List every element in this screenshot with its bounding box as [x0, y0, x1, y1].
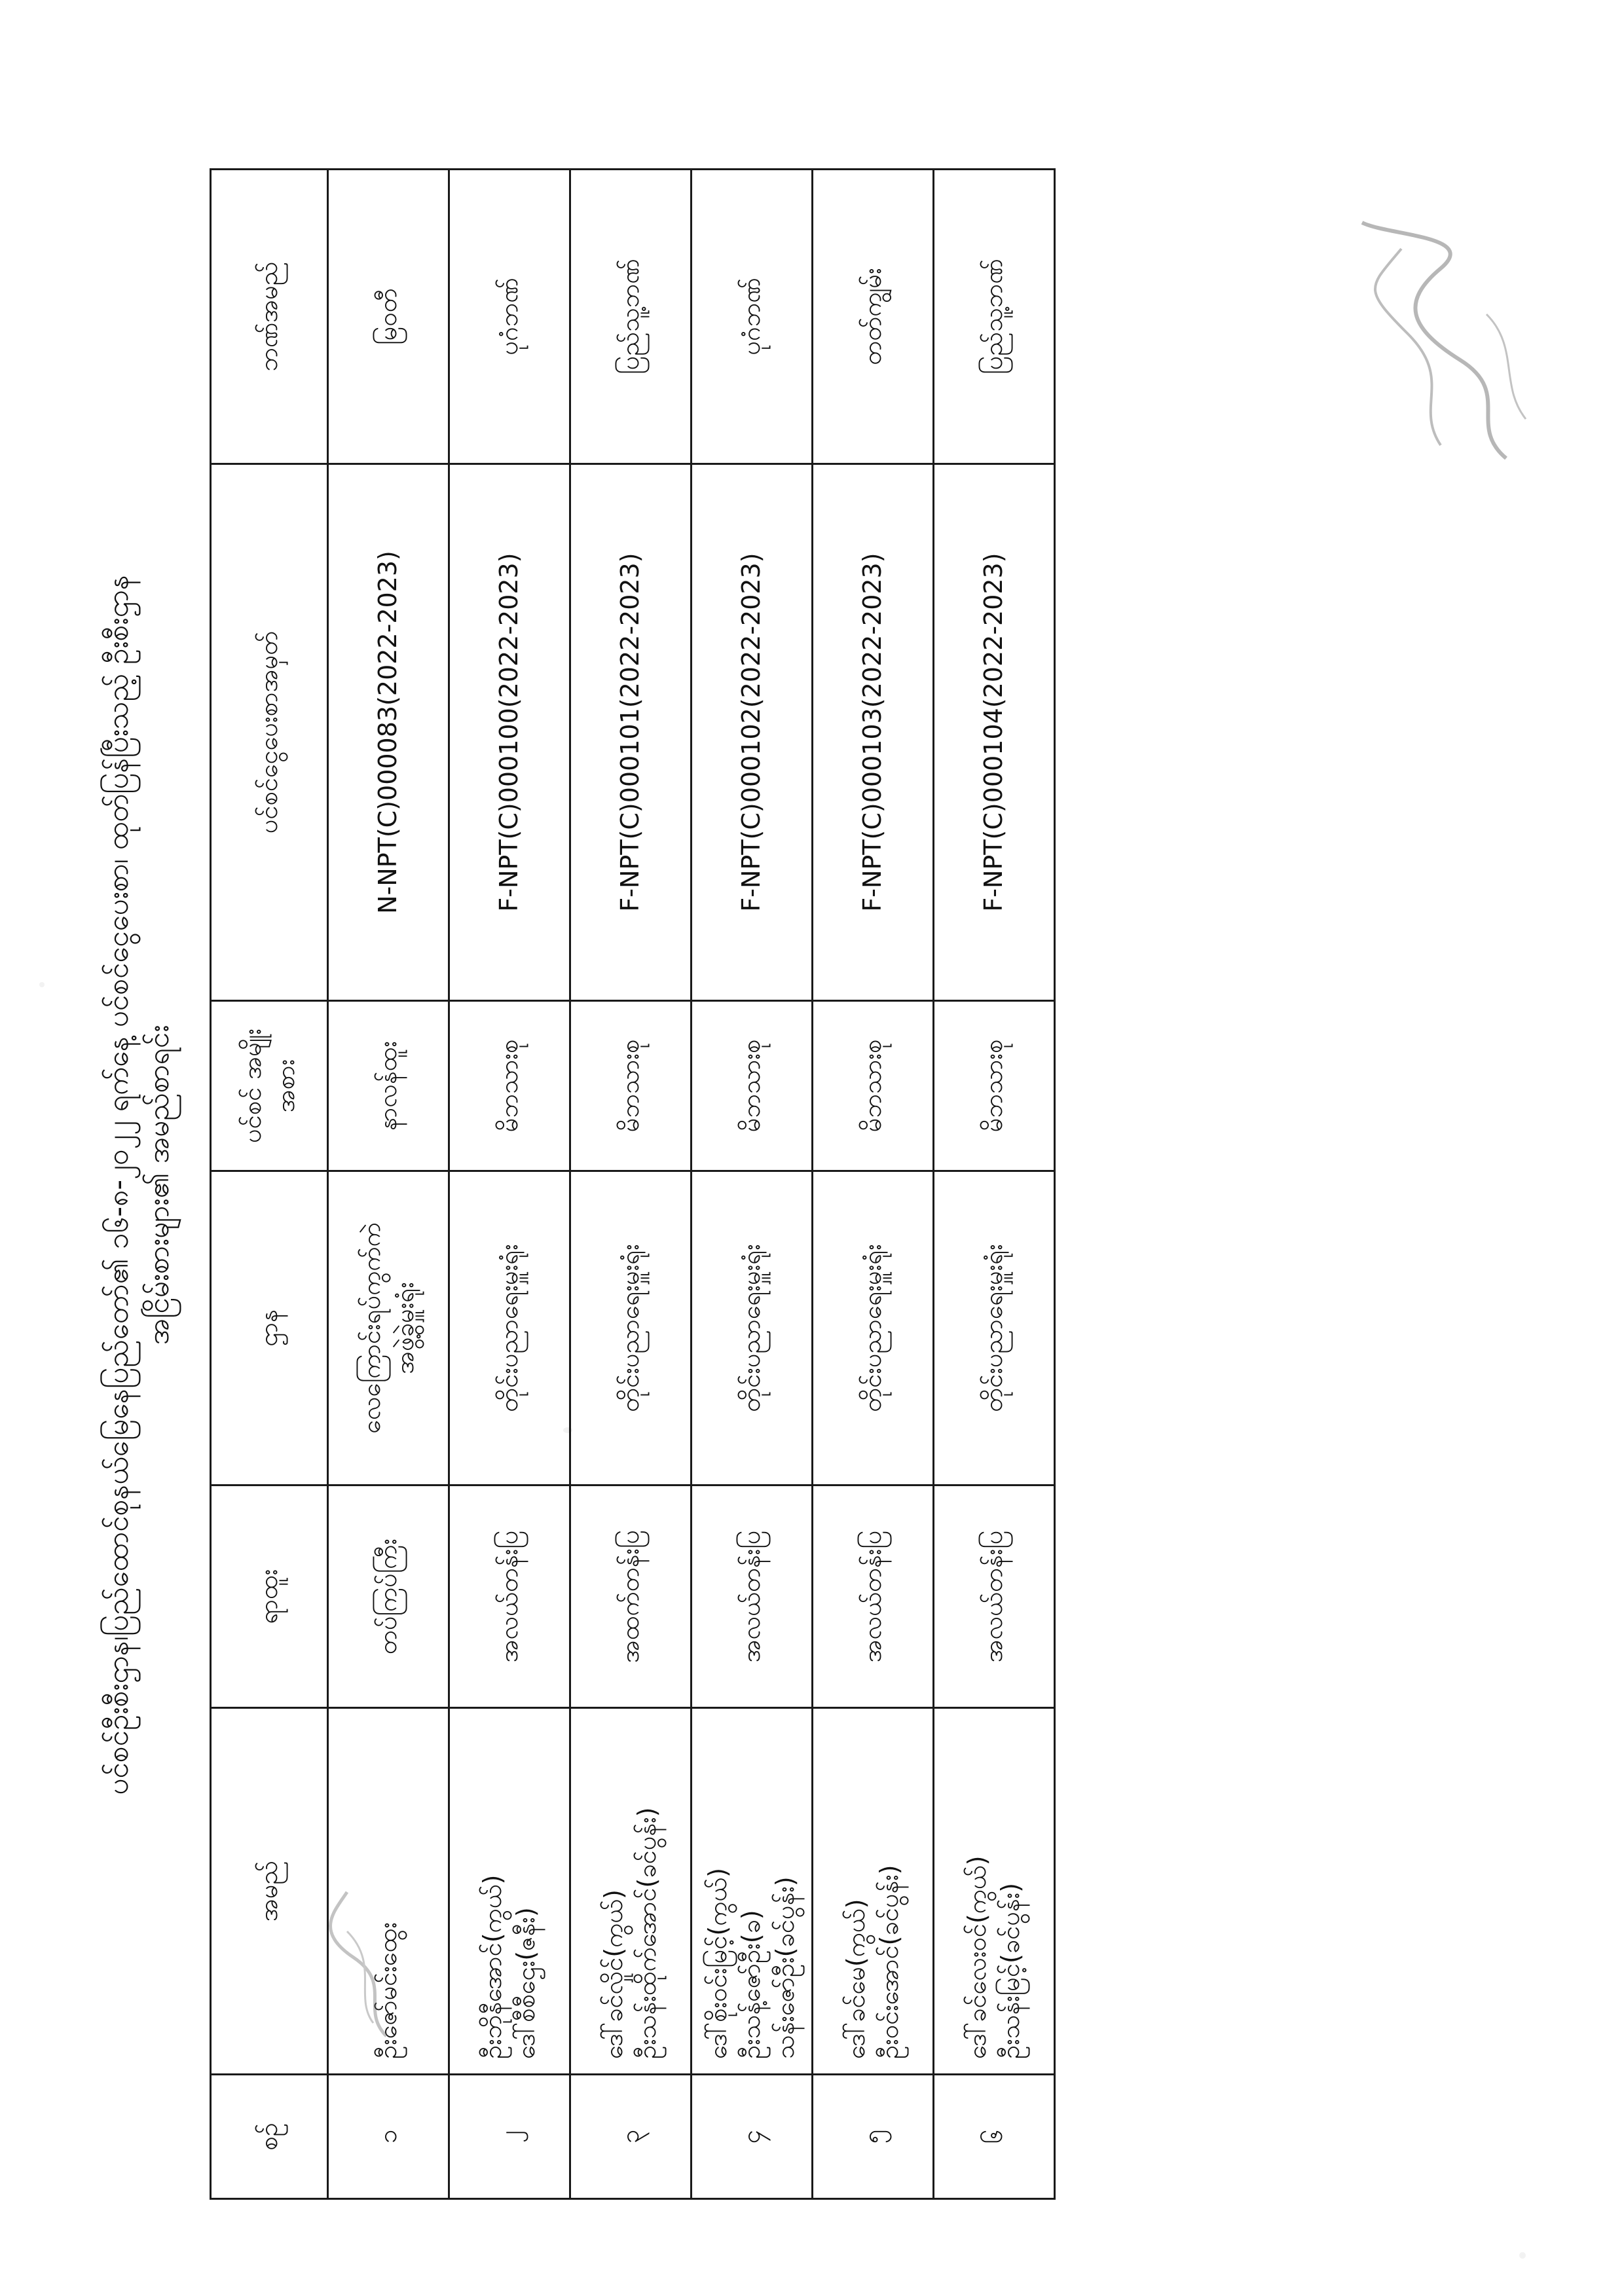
- cell-type: မိဘသားစု: [692, 1001, 813, 1171]
- title-line-2: အငြိမ်းစားများ၏ အမည်စာရင်း: [142, 1025, 175, 1345]
- cell-no: ၆: [934, 2075, 1055, 2199]
- name-line: ဒေါ်ခင်လေးဝင်(ကွယ်): [962, 1855, 991, 2059]
- cell-dept: [934, 1171, 1055, 1485]
- header-no: စဉ်: [211, 2075, 328, 2199]
- signature-mark-image: [1310, 210, 1559, 484]
- cell-dept: [328, 1171, 449, 1485]
- name-line: ဦးဝင်းအောင်(ခင်ပွန်း): [875, 1865, 904, 2059]
- cell-type: မိဘသားစု: [813, 1001, 934, 1171]
- cell-no: ၄: [692, 2075, 813, 2199]
- cell-bank: ပြည်သူ့ဘဏ်: [570, 170, 692, 464]
- cell-rank: တပ်ကြပ်ကြီး: [328, 1485, 449, 1708]
- cell-name: [692, 1708, 813, 2075]
- document-title: [98, 170, 179, 2200]
- name-line: သန်းဇော်ဦး(ခင်ပွန်း): [770, 1876, 800, 2059]
- cell-type: မိဘသားစု: [934, 1001, 1055, 1171]
- cell-name: [570, 1708, 692, 2075]
- cell-no: ၂: [449, 2075, 570, 2199]
- cell-pension-no: F-NPT(C)000100(2022-2023): [449, 464, 570, 1001]
- header-rank: ရာထူး: [211, 1485, 328, 1708]
- rotated-document: [98, 170, 1591, 2200]
- table-row: [813, 170, 934, 2199]
- cell-pension-no: F-NPT(C)000103(2022-2023): [813, 464, 934, 1001]
- cell-bank: မြဝတီ: [328, 170, 449, 464]
- cell-pension-no: F-NPT(C)000102(2022-2023): [692, 464, 813, 1001]
- name-line: ဦးဘိုနီအောင်(ကွယ်): [477, 1874, 507, 2059]
- cell-bank: ပုဂံဘဏ်: [449, 170, 570, 464]
- table-row: [570, 170, 692, 2199]
- cell-no: ၅: [813, 2075, 934, 2199]
- dept-line: တိုင်းပညာရေးမှူးရုံး: [979, 1244, 1008, 1412]
- cell-dept: [570, 1171, 692, 1485]
- table-header-row: [211, 170, 328, 2199]
- table-row: [692, 170, 813, 2199]
- cell-name: [934, 1708, 1055, 2075]
- header-pension-no: ပင်စင်ငွေပေးစာအမှတ်: [211, 464, 328, 1001]
- cell-rank: အလယ်တန်းပြ: [449, 1485, 570, 1708]
- cell-pension-no: F-NPT(C)000101(2022-2023): [570, 464, 692, 1001]
- header-bank: ဘဏ်အမည်: [211, 170, 328, 464]
- cell-dept: [449, 1171, 570, 1485]
- header-dept: ဌာန: [211, 1171, 328, 1485]
- name-line: ဦးသန်းထိုက်အောင်(ခင်ပွန်း): [633, 1807, 661, 2059]
- dept-line: တိုင်းပညာရေးမှူးရုံး: [858, 1244, 887, 1412]
- scan-speck: [1519, 2252, 1526, 2259]
- cell-no: ၁: [328, 2075, 449, 2199]
- table-row: [934, 170, 1055, 2199]
- cell-name: [813, 1708, 934, 2075]
- cell-pension-no: N-NPT(C)000083(2022-2023): [328, 464, 449, 1001]
- header-type: ပင်စင် အမျိုးအစား: [211, 1001, 328, 1171]
- name-line: ဒေါ်စီစီဌေး(ဇနီး): [511, 1907, 540, 2059]
- cell-dept: [813, 1171, 934, 1485]
- stamp-smudge-image: [314, 1879, 406, 2049]
- cell-bank: ပုဂံဘဏ်: [692, 170, 813, 464]
- header-name: အမည်: [211, 1708, 328, 2075]
- cell-rank: အလယ်တန်းပြ: [692, 1485, 813, 1708]
- name-line: ဒေါ်ခင်လှိုင်(ကွယ်): [599, 1889, 628, 2059]
- dept-line: တိုင်းပညာရေးမှူးရုံး: [737, 1244, 766, 1412]
- cell-pension-no: F-NPT(C)000104(2022-2023): [934, 464, 1055, 1001]
- dept-line: လေကြောင်းရပ်ကွက်ကဲ: [356, 1222, 386, 1434]
- table-row: [449, 170, 570, 2199]
- title-line-1: ပင်စင်ဦးစီးဌာန၊ပြည်ထောင်စုနယ်မြေနေပြည်တော်၏ ၁၆-၈-၂၀၂၂ ရက်နေ့ ပင်စင်ငွေပေးစာ၊ ထုတ်ပြန်ပြီးသည့် ဦးစီးဌာန: [101, 575, 135, 1795]
- dept-line: တိုင်းပညာရေးမှူးရုံး: [616, 1244, 645, 1412]
- name-line: ဦးသန်းမြင့်(ခင်ပွန်း): [996, 1882, 1025, 2059]
- name-line: ဒေါ်ခင်မေ(ကွယ်): [841, 1899, 870, 2059]
- scan-speck: [39, 982, 45, 987]
- cell-type: နာလန်ထူး: [328, 1001, 449, 1171]
- dept-line: တိုင်းပညာရေးမှူးရုံး: [494, 1244, 524, 1412]
- cell-rank: အထက်တန်းပြ: [570, 1485, 692, 1708]
- cell-type: မိဘသားစု: [449, 1001, 570, 1171]
- cell-type: မိဘသားစု: [570, 1001, 692, 1171]
- name-line: ဦးဇော်မင်းထွေး: [373, 1922, 403, 2059]
- name-line: ဒေါ်စိုးဝင်းမြင့်(ကွယ်): [703, 1867, 733, 2059]
- cell-bank: ပြည်သူ့ဘဏ်: [934, 170, 1055, 464]
- cell-bank: တတ်ကျွမ်း: [813, 170, 934, 464]
- cell-name: [449, 1708, 570, 2075]
- cell-rank: အလယ်တန်းပြ: [813, 1485, 934, 1708]
- name-line: ဦးသန့်ဇော်ဦး(ခ): [737, 1910, 766, 2059]
- cell-dept: [692, 1171, 813, 1485]
- cell-rank: အလယ်တန်းပြ: [934, 1485, 1055, 1708]
- dept-line: အဖွဲ့ခွဲမှူးရုံး: [390, 1282, 419, 1374]
- cell-no: ၃: [570, 2075, 692, 2199]
